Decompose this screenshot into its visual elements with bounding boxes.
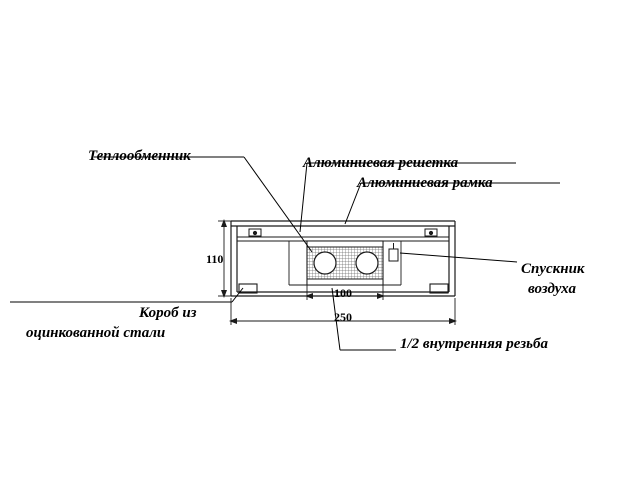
dimension-text-250: 250 (334, 310, 352, 324)
dimension-text-100: 100 (334, 286, 352, 300)
air-vent-detail (389, 243, 398, 261)
label-aluminium-grille: Алюминиевая решетка (303, 155, 459, 171)
frame-detail (237, 229, 449, 241)
label-galvanized-box-line1: Короб из (139, 305, 197, 321)
label-air-vent-line1: Спускник (521, 261, 585, 277)
label-internal-thread: 1/2 внутренняя резьба (400, 336, 548, 352)
label-heat-exchanger: Теплообменник (88, 148, 191, 164)
label-air-vent-line2: воздуха (528, 281, 576, 297)
label-galvanized-box-line2: оцинкованной стали (26, 325, 166, 341)
dimension-text-height: 110 (206, 252, 224, 266)
label-aluminium-frame: Алюминиевая рамка (357, 175, 493, 191)
